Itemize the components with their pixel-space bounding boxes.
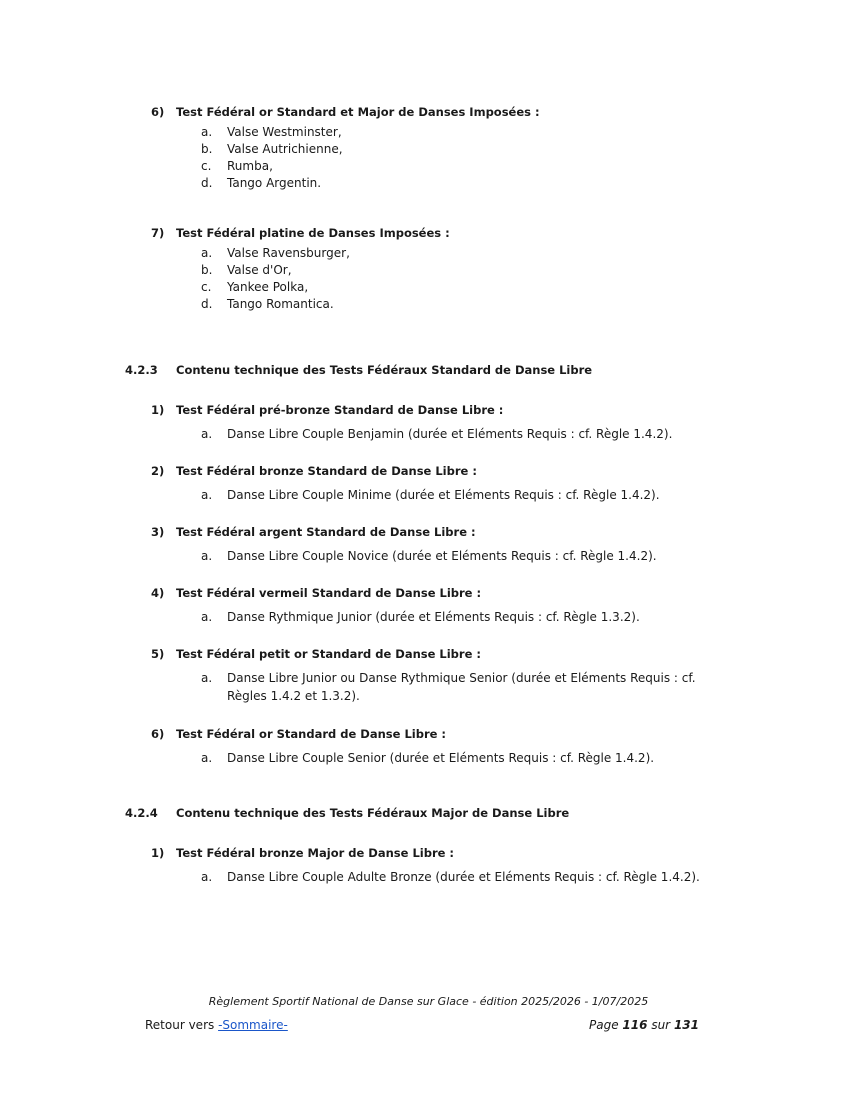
test-number: 4): [151, 586, 165, 600]
list-text: Valse Autrichienne,: [227, 142, 343, 156]
list-text: Tango Argentin.: [227, 176, 322, 190]
list-letter: a.: [201, 610, 213, 624]
list-letter: b.: [201, 142, 213, 156]
list-text: Danse Libre Couple Novice (durée et Eléments Requis : cf. Règle 1.4.2).: [227, 549, 657, 563]
test-title: Test Fédéral petit or Standard de Danse Libre :: [176, 647, 481, 661]
test-number: 2): [151, 464, 165, 478]
footer-page-number: [589, 1018, 699, 1032]
test-number: 1): [151, 846, 165, 860]
list-letter: a.: [201, 870, 213, 884]
test-title: Test Fédéral bronze Standard de Danse Libre :: [176, 464, 477, 478]
test-title: Test Fédéral pré-bronze Standard de Danse Libre :: [176, 403, 504, 417]
list-text: Danse Rythmique Junior (durée et Eléments Requis : cf. Règle 1.3.2).: [227, 610, 640, 624]
list-letter: a.: [201, 671, 213, 685]
list-letter: b.: [201, 263, 213, 277]
page-current: 116: [622, 1018, 648, 1032]
section-title: Contenu technique des Tests Fédéraux Major de Danse Libre: [176, 806, 570, 820]
test-number: 3): [151, 525, 165, 539]
test-title: Test Fédéral or Standard de Danse Libre :: [176, 727, 447, 741]
list-text: Rumba,: [227, 159, 273, 173]
section-title: Contenu technique des Tests Fédéraux Standard de Danse Libre: [176, 363, 593, 377]
test-title: Test Fédéral bronze Major de Danse Libre :: [176, 846, 455, 860]
list-letter: c.: [201, 159, 212, 173]
list-text: Valse Westminster,: [227, 125, 342, 139]
test-title: Test Fédéral platine de Danses Imposées :: [176, 226, 450, 240]
section-number: 4.2.4: [125, 806, 158, 820]
list-text: Yankee Polka,: [227, 280, 309, 294]
list-text: Règles 1.4.2 et 1.3.2).: [227, 689, 360, 703]
list-text: Danse Libre Junior ou Danse Rythmique Senior (durée et Eléments Requis : cf.: [227, 671, 696, 685]
list-text: Danse Libre Couple Minime (durée et Eléments Requis : cf. Règle 1.4.2).: [227, 488, 660, 502]
test-number: 6): [151, 727, 165, 741]
test-title: Test Fédéral vermeil Standard de Danse Libre :: [176, 586, 482, 600]
test-number: 1): [151, 403, 165, 417]
test-title: Test Fédéral argent Standard de Danse Libre :: [176, 525, 476, 539]
summary-link[interactable]: -Sommaire-: [218, 1018, 288, 1032]
page-separator: sur: [651, 1018, 671, 1032]
list-text: Danse Libre Couple Adulte Bronze (durée et Eléments Requis : cf. Règle 1.4.2).: [227, 870, 700, 884]
list-letter: a.: [201, 246, 213, 260]
page-total: 131: [673, 1018, 699, 1032]
footer-document-title: Règlement Sportif National de Danse sur Glace - édition 2025/2026 - 1/07/2025: [208, 995, 649, 1008]
test-number: 5): [151, 647, 165, 661]
list-letter: a.: [201, 549, 213, 563]
list-text: Tango Romantica.: [227, 297, 334, 311]
list-text: Valse d'Or,: [227, 263, 292, 277]
test-number: 6): [151, 105, 165, 119]
list-letter: a.: [201, 488, 213, 502]
list-text: Valse Ravensburger,: [227, 246, 350, 260]
list-letter: a.: [201, 427, 213, 441]
test-number: 7): [151, 226, 165, 240]
list-letter: d.: [201, 297, 213, 311]
list-letter: d.: [201, 176, 213, 190]
test-title: Test Fédéral or Standard et Major de Danses Imposées :: [176, 105, 540, 119]
list-letter: c.: [201, 280, 212, 294]
page-word: Page: [589, 1018, 619, 1032]
footer-back-prefix: Retour vers: [145, 1018, 219, 1032]
list-text: Danse Libre Couple Benjamin (durée et Eléments Requis : cf. Règle 1.4.2).: [227, 427, 673, 441]
list-letter: a.: [201, 751, 213, 765]
list-letter: a.: [201, 125, 213, 139]
section-number: 4.2.3: [125, 363, 158, 377]
footer-back-link-line: [145, 1018, 288, 1032]
list-text: Danse Libre Couple Senior (durée et Eléments Requis : cf. Règle 1.4.2).: [227, 751, 655, 765]
